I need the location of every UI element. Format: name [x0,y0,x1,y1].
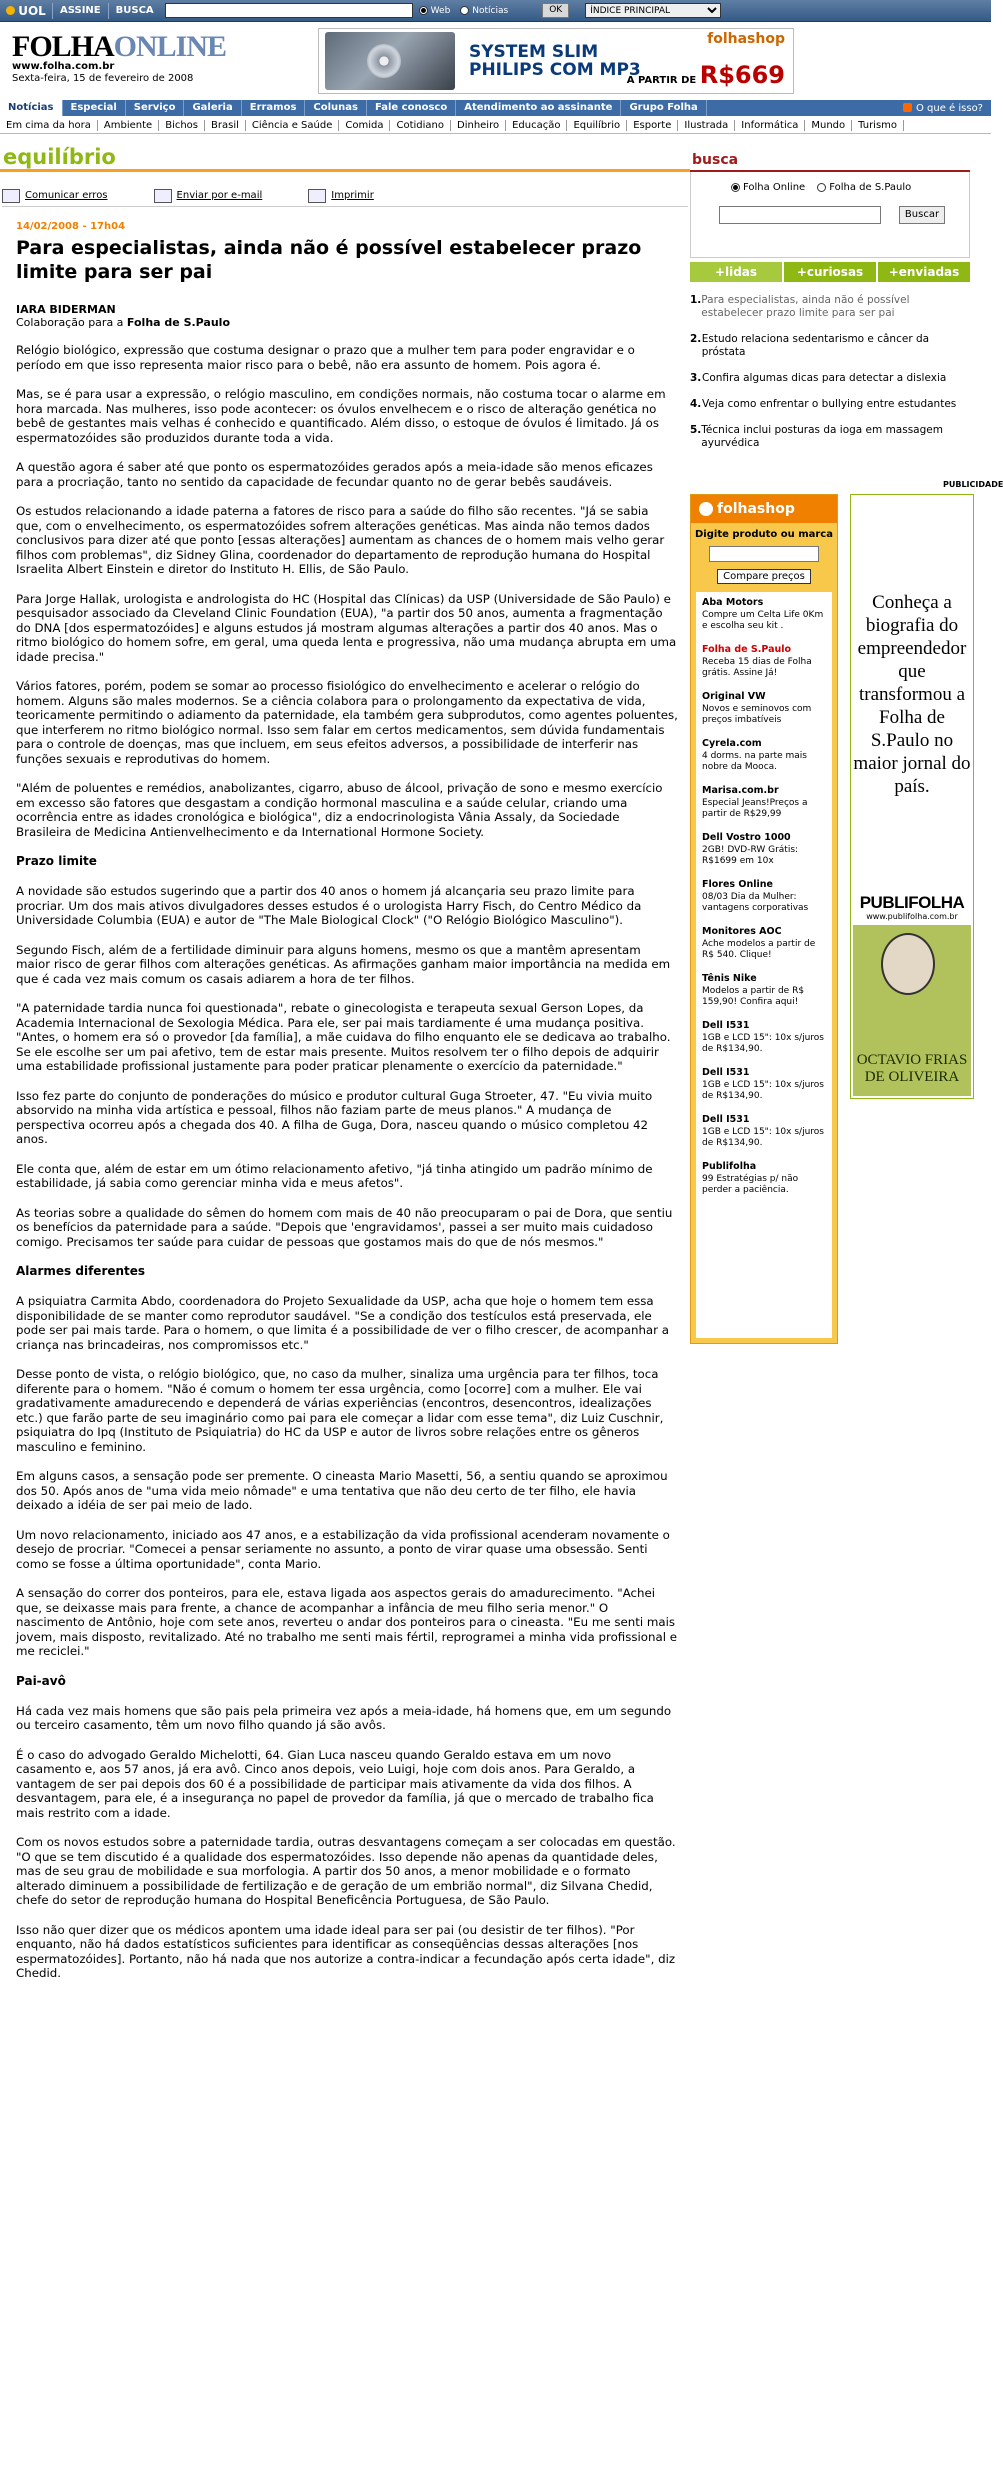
list-item[interactable]: 5. Técnica inclui posturas da ioga em massagem ayurvédica [690,424,943,449]
folhashop-brand[interactable]: folhashop [691,495,837,523]
radio-noticias[interactable]: Notícias [460,6,508,16]
radio-off-icon[interactable] [817,183,826,192]
article-paragraph: A novidade são estudos sugerindo que a partir dos 40 anos o homem já alcançaria seu prazo limite para procriar. Um dos mais ativos divulgadores desses estudos é o urologista Harry Fisch, do Centro Médico da Universidade Columbia (EUA) e autor de "The Male Biological Clock" ("O Relógio Biológico Masculino"). [16,884,642,927]
report-icon [2,189,20,203]
uol-topbar [0,0,991,22]
shop-item-title: Aba Motors [702,597,764,608]
ad-product: SYSTEM SLIM PHILIPS COM MP3 [469,42,641,80]
banner-text: Conheça a biografia do empreendedor que transformou a Folha de S.Paulo no maior jornal do país. [853,592,971,797]
folhashop-input[interactable] [709,546,819,562]
print-link[interactable]: Imprimir [308,185,374,206]
nav-fale-conosco[interactable]: Fale conosco [367,100,456,116]
shop-item-title: Dell I531 [702,1020,750,1031]
ad-price: R$669 [699,61,785,89]
shop-item[interactable] [702,691,826,726]
shop-item-text: 08/03 Dia da Mulher: vantagens corporativas [702,892,809,913]
shop-item-title: Folha de S.Paulo [702,644,792,655]
banner-url: www.publifolha.com.br [866,912,958,921]
tab-mais-enviadas[interactable]: +enviadas [878,262,970,282]
envelope-icon [154,189,172,203]
busca-label: BUSCA [108,3,161,19]
shop-item-text: 99 Estratégias p/ não perder a paciência. [702,1174,799,1195]
folhashop-list [696,592,832,1338]
article-subheading: Alarmes diferentes [16,1264,146,1278]
article-paragraph: Um novo relacionamento, iniciado aos 47 anos, e a estabilização da vida profissional acenderam novamente o desejo de procriar. "Comecei a pensar seriamente no assunto, a ponto de virar quase uma obsessão. Senti como se fosse a última oportunidade", conta Mario. [16,1527,670,1571]
nav-erramos[interactable]: Erramos [242,100,306,116]
header-date: Sexta-feira, 15 de fevereiro de 2008 [12,73,194,84]
article-paragraph: Ele conta que, além de estar em um ótimo relacionamento afetivo, "já tinha atingido um padrão mínimo de estabilidade, já sabia como gerenciar minha vida e meus afetos". [16,1161,653,1190]
shop-item[interactable] [702,1161,826,1196]
shop-item-text: Novos e seminovos com preços imbatíveis [702,704,812,725]
tab-mais-lidas[interactable]: +lidas [690,262,782,282]
shop-item[interactable] [702,973,826,1008]
folha-online-logo[interactable] [12,30,226,84]
buscar-button[interactable]: Buscar [899,206,945,224]
publicidade-label: PUBLICIDADE [943,480,1003,489]
article [16,221,678,1996]
subnav-item[interactable]: Ambiente [98,120,159,131]
site-url: www.folha.com.br [12,61,115,72]
shop-item-title: Dell I531 [702,1067,750,1078]
article-paragraph: "A paternidade tardia nunca foi questionada", rebate o ginecologista e terapeuta sexual Gerson Lopes, da Academia Internacional de Sexologia Médica. Para ele, ser pai mais tardiamente é uma mudança positiva. "Antes, o homem era só o provedor [da família], a mãe cuidava do filho enquanto ele se dedicava ao trabalho. Se ele escolhe ser um pai afetivo, tem de estar mais presente. Muitos resolvem ter o filho depois de adquirir uma estabilidade profissional justamente para poder praticar plenamente o exercício da paternidade." [16,1001,671,1073]
uol-logo[interactable]: UOL [0,0,52,22]
shop-item-text: 1GB e LCD 15": 10x s/juros de R$134,90. [702,1080,824,1101]
article-tools [2,185,688,207]
shop-item-title: Dell Vostro 1000 [702,832,791,843]
article-paragraph: A sensação do correr dos ponteiros, para ele, estava ligada aos aspectos gerais do amadurecimento. "Achei que, se deixasse mais para frente, a chance de acompanhar a infância de meu filho seria menor." O nascimento de Antônio, hoje com sete anos, reverteu o andar dos ponteiros para o cineasta. "Eu me senti mais jovem, mais disposto, revitalizado. Até no trabalho me senti mais fértil, reprogramei a minha vida profissional e me reciclei." [16,1586,678,1658]
site-search-box [690,172,970,258]
article-subheading: Prazo limite [16,854,97,868]
article-author: IARA BIDERMAN [16,303,116,316]
nav-colunas[interactable]: Colunas [305,100,367,116]
stereo-image [325,32,455,90]
shop-item-text: Ache modelos a partir de R$ 540. Clique! [702,939,816,960]
subnav-item[interactable]: Brasil [205,120,246,131]
sub-nav [0,118,991,134]
article-paragraph: Os estudos relacionando a idade paterna a fatores de risco para a saúde do filho são recentes. "Já se sabia que, com o envelhecimento, os espermatozóides sofrem alterações genéticas. Mas ainda não temos dados conclusivos para dizer até que ponto [essas alterações] aumentam as chances de o homem mais velho gerar filhos com problemas", diz Sidney Glina, coordenador do departamento de reprodução humana do Hospital Israelita Albert Einstein e diretor do Instituto H. Ellis, de São Paulo. [16,504,665,576]
subnav-item[interactable]: Esporte [627,120,678,131]
shop-item-text: Compre um Celta Life 0Km e escolha seu kit . [702,610,824,631]
article-paragraph: Com os novos estudos sobre a paternidade tardia, outras desvantagens começam a ser colocadas em questão. "O que se tem discutido é a qualidade dos espermatozóides. Isso depende não apenas da quantidade deles, mas de seu grau de mobilidade e sua morfologia. A partir dos 50 anos, a menor mobilidade e o formato alterado diminuem a possibilidade de fertilização e de geração de um embrião normal", diz Silvana Chedid, chefe do setor de reprodução humana do Hospital Beneficência Portuguesa, de São Paulo. [16,1835,676,1907]
article-paragraph: "Além de poluentes e remédios, anabolizantes, cigarro, abuso de álcool, privação de sono e mesmo exercício em excesso são fatores que desgastam a condição hormonal masculina e a saúde celular, criando uma ocorrência entre as idades cronológica e biológica", diz a endocrinologista Vânia Assaly, da Sociedade Brasileira de Medicina Antienvelhecimento e da International Hormone Society. [16,781,663,839]
article-paragraph: Mas, se é para usar a expressão, o relógio masculino, em condições normais, não costuma tocar o alarme em hora marcada. Nas mulheres, isso pode acontecer: os óvulos envelhecem e o risco de alteração genética no bebê de gestantes mais velhas é conhecido e quantificado. Além disso, o estoque de óvulos é limitado. Já os espermatozóides são produzidos durante toda a vida. [16,387,666,445]
article-paragraph: Segundo Fisch, além de a fertilidade diminuir para alguns homens, mesmo os que a mantêm apresentam maior risco de gerar filhos com alterações genéticas. As afirmações ganham maior importância na medida em que é cada vez mais comum os casais adiarem a hora de ter filhos. [16,942,671,986]
main-nav [0,100,991,116]
radio-noticias-icon[interactable] [460,6,469,15]
subnav-item[interactable]: Informática [735,120,805,131]
nav-servico[interactable]: Serviço [126,100,185,116]
banner-brand: PUBLIFOLHA [859,893,965,912]
shop-item-title: Monitores AOC [702,926,782,937]
subnav-item[interactable]: Equilíbrio [567,120,627,131]
right-column [690,152,1003,1195]
uol-index-select[interactable] [585,3,721,18]
list-item[interactable]: 2. Estudo relaciona sedentarismo e câncer da próstata [690,333,930,358]
email-link[interactable]: Enviar por e-mail [154,185,263,206]
article-paragraph: Para Jorge Hallak, urologista e andrologista do HC (Hospital das Clínicas) da USP (Universidade de São Paulo) e pesquisador associado da Cleveland Clinic Foundation (EUA), "a partir dos 50 anos, aumenta a fragmentação do DNA [dos espermatozóides] e alguns estudos já mostram algumas alterações a partir dos 40 anos. Mas o ritmo biológico do homem sofre, em geral, uma queda lenta e progressiva, não uma mudança abrupta em uma idade precisa." [16,591,677,664]
subnav-item[interactable]: Mundo [805,120,852,131]
shop-item-title: Dell I531 [702,1114,750,1125]
subnav-item[interactable]: Dinheiro [451,120,506,131]
most-read-list [690,282,970,450]
shop-item[interactable] [702,926,826,961]
shop-item[interactable] [702,644,826,679]
nav-noticias[interactable]: Notícias [0,100,63,116]
report-error-link[interactable]: Comunicar erros [2,185,108,206]
portrait-image [881,933,935,995]
subnav-item[interactable]: Comida [339,120,390,131]
nav-atendimento[interactable]: Atendimento ao assinante [456,100,621,116]
shop-item[interactable] [702,785,826,820]
radio-folha-online[interactable]: Folha Online [731,182,805,193]
shop-item-text: Especial Jeans!Preços a partir de R$29,99 [702,798,808,819]
busca-title: busca [690,152,970,172]
subnav-item[interactable]: Turismo [852,120,904,131]
nav-grupo-folha[interactable]: Grupo Folha [621,100,706,116]
article-paragraph: É o caso do advogado Geraldo Michelotti, 64. Gian Luca nasceu quando Geraldo estava em um novo casamento e, aos 57 anos, já era avô. Cinco anos depois, veio Luigi, hoje com dois anos. Para Geraldo, a vantagem de ser pai depois dos 60 é a possibilidade de participar mais ativamente da vida dos filhos. A desvantagem, para ele, é a insegurança no papel de provedor da família, já que o mercado de trabalho fica mais restrito com a idade. [16,1747,654,1820]
ad-brand: folhashop [707,31,785,47]
uol-ok-button[interactable]: OK [542,3,569,18]
radio-web-icon[interactable] [419,6,428,15]
shop-item-text: Modelos a partir de R$ 159,90! Confira aqui! [702,986,805,1007]
subnav-item[interactable]: Bichos [159,120,205,131]
article-paragraph: Isso não quer dizer que os médicos apontem uma idade ideal para ser pai (ou desistir de ter filhos). "Por enquanto, não há dados estatísticos suficientes para identificar as conseqüências dessas alterações [nos espermatozóides]. Portanto, não há nada que nos autorize a contra-indicar a fecundação após certa idade", diz Chedid. [16,1922,676,1980]
collab-source: Folha de S.Paulo [126,316,231,329]
article-title: Para especialistas, ainda não é possível estabelecer prazo limite para ser pai [16,237,642,283]
article-collab: Colaboração para a Folha de S.Paulo [16,316,231,329]
article-subheading: Pai-avô [16,1673,66,1688]
shop-item[interactable] [702,832,826,867]
article-paragraph: A psiquiatra Carmita Abdo, coordenadora do Projeto Sexualidade da USP, acha que hoje o homem tem essa disponibilidade de se manter como reprodutor saudável. "Se a condição dos testículos está preservada, ele pode ser pai mais tarde. Para o homem, o que limita é a possibilidade de ver o filho crescer, de acompanhar a criança nas brincadeiras, nos compromissos etc." [16,1294,669,1352]
radio-web[interactable]: Web [419,6,451,16]
uol-dot-icon [6,6,15,15]
assine-button[interactable]: ASSINE [52,3,108,19]
list-item[interactable]: 1. Para especialistas, ainda não é possível estabelecer prazo limite para ser pai [690,294,910,319]
nav-especial[interactable]: Especial [63,100,126,116]
publifolha-banner[interactable] [850,494,974,1099]
folhashop-prompt: Digite produto ou marca [695,529,833,540]
article-paragraph: Vários fatores, porém, podem se somar ao processo fisiológico do envelhecimento e acelerar o relógio do homem. Alguns são males modernos. Se a ciência colabora para o prolongamento da expectativa de vida, teoricamente permitindo o adiamento da paternidade, ela também gera subprodutos, como agentes poluentes, que interferem no ritmo biológico normal. Isso sem falar em certos medicamentos, sem dúvida fundamentais para o controle de doenças, mas que incluem, em seus efeitos adversos, a possibilidade de interferir nas funções sexuais e reprodutivas do homem. [16,679,678,766]
banner-name: OCTAVIO FRIAS DE OLIVEIRA [856,1052,968,1085]
shop-item[interactable] [702,1067,826,1102]
list-item[interactable]: 3. Confira algumas dicas para detectar a dislexia [690,372,947,384]
tab-mais-curiosas[interactable]: +curiosas [784,262,876,282]
subnav-item[interactable]: Cotidiano [390,120,451,131]
shop-item-text: Receba 15 dias de Folha grátis. Assine Já! [702,657,812,678]
shop-item[interactable] [702,597,826,632]
radio-folha-sp[interactable]: Folha de S.Paulo [817,182,911,193]
article-paragraph: Isso fez parte do conjunto de ponderações do músico e produtor cultural Guga Stroeter, 47. "Eu vivia muito absorvido na minha vida artística e pessoal, filhos não faziam parte de meus planos." A mudança de perspectiva ocorreu após a chegada dos 40. A filha de Guga, Dora, nasceu quando o músico completou 42 anos. [16,1088,653,1146]
shop-item-title: Marisa.com.br [702,785,779,796]
article-paragraph: A questão agora é saber até que ponto os espermatozóides gerados após a meia-idade são menos eficazes para a procriação, tanto no sentido da capacidade de fecundar quanto no de gerar bebês saudáveis. [16,460,653,489]
shop-item-text: 4 dorms. na parte mais nobre da Mooca. [702,751,807,772]
section-title[interactable]: equilíbrio [0,145,690,172]
shop-item-title: Tênis Nike [702,973,757,984]
shop-item[interactable] [702,738,826,773]
article-date: 14/02/2008 - 17h04 [16,221,126,232]
article-paragraph: Relógio biológico, expressão que costuma designar o prazo que a mulher tem para poder engravidar e o período em que isso representa maior risco para o bebê, não era assunto de homem. Pois agora é. [16,343,635,372]
subnav-item[interactable]: Educação [506,120,567,131]
uol-search-input[interactable] [165,3,413,18]
article-body [16,343,678,1981]
compare-button[interactable]: Compare preços [717,569,811,584]
shop-item-title: Original VW [702,691,766,702]
shop-item-text: 1GB e LCD 15": 10x s/juros de R$134,90. [702,1127,824,1148]
article-paragraph: Em alguns casos, a sensação pode ser premente. O cineasta Mario Masetti, 56, a sentiu quando se aproximou dos 50. Após anos de "uma vida meio nômade" e uma tentativa que não deu certo de ter filho, ele havia deixado a idéia de ser pai meio de lado. [16,1469,668,1512]
ad-price-prefix: A PARTIR DE [626,75,697,86]
shop-item-title: Flores Online [702,879,773,890]
shop-item[interactable] [702,879,826,914]
nav-galeria[interactable]: Galeria [184,100,241,116]
list-item[interactable]: 4. Veja como enfrentar o bullying entre estudantes [690,398,957,410]
top-ad-banner[interactable] [318,28,794,94]
subnav-item[interactable]: Ilustrada [678,120,735,131]
subnav-item[interactable]: Em cima da hora [0,120,98,131]
logo-online: ONLINE [113,30,227,63]
most-tabs [690,262,970,282]
banner-photo [853,925,971,1096]
site-search-input[interactable] [719,206,881,224]
what-is-this-link[interactable]: O que é isso? [903,103,991,114]
printer-icon [308,189,326,203]
article-paragraph: Há cada vez mais homens que são pais pela primeira vez após a meia-idade, há homens que, em um segundo ou terceiro casamento, têm um novo filho quando já são avôs. [16,1703,672,1732]
folhashop-box [690,494,838,1344]
logo-folha: FOLHA [12,30,114,63]
radio-on-icon[interactable] [731,183,740,192]
shop-item-title: Cyrela.com [702,738,762,749]
shop-item[interactable] [702,1020,826,1055]
shop-item-text: 1GB e LCD 15": 10x s/juros de R$134,90. [702,1033,824,1054]
shop-item[interactable] [702,1114,826,1149]
shop-item-text: 2GB! DVD-RW Grátis: R$1699 em 10x [702,845,799,866]
article-paragraph: Desse ponto de vista, o relógio biológico, que, no caso da mulher, sinaliza uma urgência para ter filhos, toca diferente para o homem. "Não é comum o homem ter essa urgência, como [ocorre] com a mulher. Ele vai gradativamente amadurecendo e dependerá de várias experiências (encontros, desencontros, idealizações etc.) que farão parte de seu imaginário como pai para ele começar a lidar com esse tema", diz Luiz Cuschnir, psiquiatra do Ipq (Instituto de Psiquiatria) do HC da USP e autor de livros sobre relações entre os gêneros masculino e feminino. [16,1367,664,1454]
article-paragraph: As teorias sobre a qualidade do sêmen do homem com mais de 40 não preocuparam o pai de Dora, que sentiu os benefícios da paternidade para a saúde. "Depois que 'engravidamos', passei a ser muito mais cuidadoso comigo. Precisamos ter saúde para cuidar de pessoas que gostamos mais do que de nós mesmos." [16,1205,673,1249]
shop-item-title: Publifolha [702,1161,757,1172]
subnav-item[interactable]: Ciência e Saúde [246,120,339,131]
